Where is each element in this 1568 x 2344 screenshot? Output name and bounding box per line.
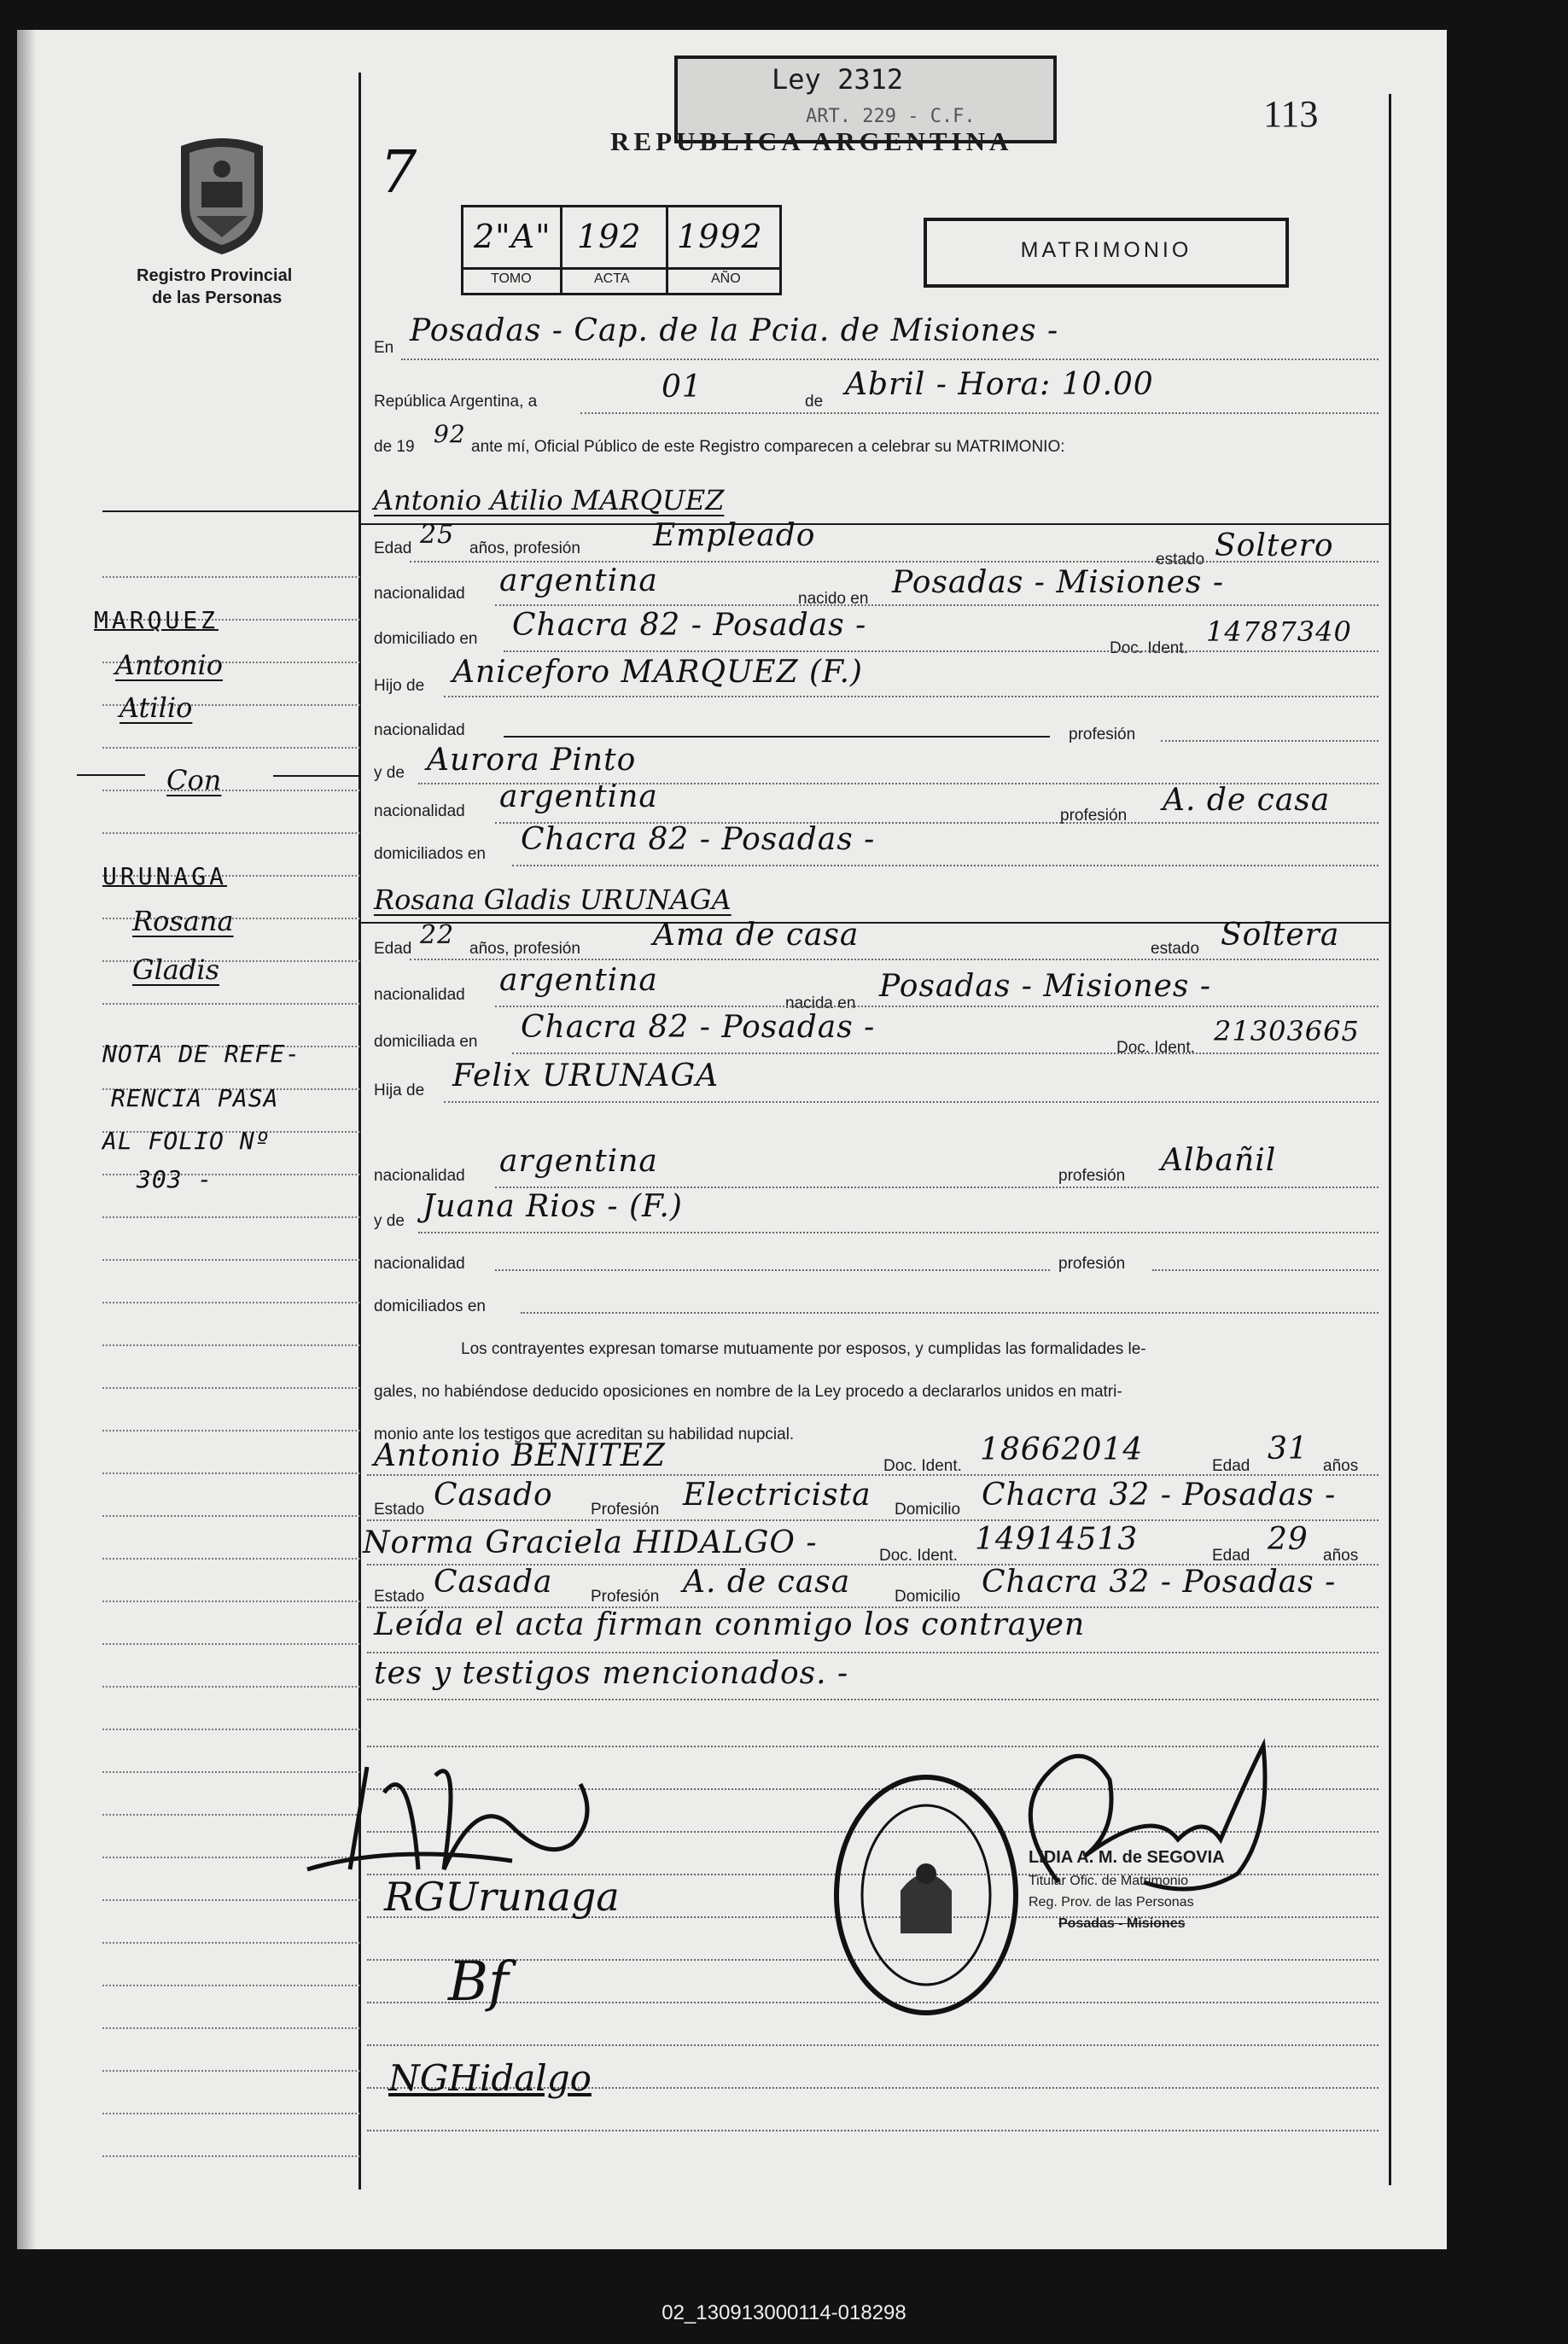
place-value: Posadas - Cap. de la Pcia. de Misiones - <box>410 313 1059 348</box>
label-profesion: profesión <box>1060 807 1128 825</box>
groom-age: 25 <box>420 520 455 550</box>
year-suffix-value: 92 <box>434 420 466 448</box>
label-nacionalidad: nacionalidad <box>374 1255 465 1273</box>
label-republica: República Argentina, a <box>374 393 538 411</box>
groom-address: Chacra 82 - Posadas - <box>512 608 867 643</box>
preamble-text: ante mí, Oficial Público de este Registro comparecen a celebrar su MATRIMONIO: <box>471 438 1065 456</box>
stamp-law-text: Ley 2312 <box>772 63 904 96</box>
right-border <box>1389 94 1391 2185</box>
label-domicilio: Domicilio <box>895 1501 961 1519</box>
acta-value: 192 <box>577 218 642 255</box>
margin-middlename-groom: Atilio <box>119 691 193 724</box>
bride-birthplace: Posadas - Misiones - <box>879 969 1212 1004</box>
tomo-value: 2"A" <box>474 218 551 255</box>
label-de: de <box>805 393 824 411</box>
groom-nationality: argentina <box>499 563 658 598</box>
label-nacida-en: nacida en <box>785 994 856 1012</box>
registry-name-line2: de las Personas <box>152 289 283 307</box>
margin-note-line4: 303 - <box>137 1165 213 1193</box>
label-edad: Edad <box>374 940 412 958</box>
label-en: En <box>374 339 394 357</box>
label-domiciliado: domiciliado en <box>374 630 478 648</box>
label-profesion: profesión <box>1069 726 1136 743</box>
margin-firstname-groom: Antonio <box>115 649 223 681</box>
label-nacionalidad: nacionalidad <box>374 802 465 820</box>
image-id-caption: 02_130913000114-018298 <box>662 2301 906 2324</box>
margin-note-line3: AL FOLIO Nº <box>102 1127 271 1155</box>
label-domiciliada: domiciliada en <box>374 1033 478 1051</box>
label-doc: Doc. Ident. <box>1116 1039 1195 1057</box>
label-y-de: y de <box>374 1212 405 1230</box>
witness1-name: Antonio BENITEZ <box>374 1438 666 1473</box>
anio-label: AÑO <box>711 271 741 286</box>
label-anos: años <box>1323 1547 1359 1565</box>
day-value: 01 <box>662 370 702 405</box>
label-hijo-de: Hijo de <box>374 677 425 695</box>
margin-surname-bride: URUNAGA <box>102 862 228 890</box>
country-title: REPUBLICA ARGENTINA <box>610 126 1013 156</box>
groom-name: Antonio Atilio MARQUEZ <box>374 484 725 516</box>
month-time-value: Abril - Hora: 10.00 <box>845 367 1154 402</box>
bride-mother: Juana Rios - (F.) <box>423 1189 683 1224</box>
label-edad: Edad <box>1212 1457 1250 1475</box>
margin-firstname-bride: Rosana <box>132 905 234 937</box>
label-y-de: y de <box>374 764 405 782</box>
anio-value: 1992 <box>677 218 763 255</box>
witness1-address: Chacra 32 - Posadas - <box>982 1478 1337 1513</box>
label-profesion: Profesión <box>591 1588 660 1606</box>
label-nacido-en: nacido en <box>798 590 869 608</box>
label-anos-profesion: años, profesión <box>469 940 580 958</box>
closing-line1: Leída el acta firman conmigo los contrayen <box>374 1607 1086 1642</box>
legal-paragraph-line1: Los contrayentes expresan tomarse mutuamente por esposos, y cumplidas las formalidades le- <box>461 1340 1146 1358</box>
label-nacionalidad: nacionalidad <box>374 986 465 1004</box>
groom-mother: Aurora Pinto <box>427 743 637 778</box>
label-doc: Doc. Ident. <box>879 1547 958 1565</box>
doc-type-box <box>924 218 1289 288</box>
label-estado: Estado <box>374 1588 425 1606</box>
witness2-doc: 14914513 <box>975 1522 1139 1557</box>
legal-paragraph-line2: gales, no habiéndose deducido oposiciones en nombre de la Ley procedo a declararlos unidos en matri- <box>374 1383 1122 1401</box>
witness1-profession: Electricista <box>683 1478 871 1513</box>
groom-birthplace: Posadas - Misiones - <box>892 565 1225 600</box>
label-edad: Edad <box>1212 1547 1250 1565</box>
label-estado: Estado <box>374 1501 425 1519</box>
margin-note-line1: NOTA DE REFE- <box>102 1040 301 1068</box>
label-profesion: profesión <box>1058 1167 1126 1185</box>
label-doc: Doc. Ident. <box>1110 639 1188 657</box>
label-profesion: profesión <box>1058 1255 1126 1273</box>
label-anos-profesion: años, profesión <box>469 539 580 557</box>
bride-name: Rosana Gladis URUNAGA <box>374 883 732 916</box>
label-hija-de: Hija de <box>374 1082 425 1099</box>
acta-label: ACTA <box>594 271 630 286</box>
label-domiciliados: domiciliados en <box>374 1297 486 1315</box>
record-box <box>461 205 782 295</box>
margin-mark: 7 <box>380 139 418 207</box>
groom-status: Soltero <box>1215 528 1334 563</box>
label-de-19: de 19 <box>374 438 415 456</box>
witness2-status: Casada <box>434 1565 553 1600</box>
witness2-name: Norma Graciela HIDALGO - <box>363 1525 818 1560</box>
official-location: Posadas - Misiones <box>1058 1916 1186 1931</box>
label-domiciliados: domiciliados en <box>374 845 486 863</box>
bride-status: Soltera <box>1221 918 1340 953</box>
label-domicilio: Domicilio <box>895 1588 961 1606</box>
certificate-page <box>17 30 1447 2249</box>
bride-nationality: argentina <box>499 963 658 998</box>
groom-mother-nationality: argentina <box>499 779 658 814</box>
bride-father-profession: Albañil <box>1161 1143 1277 1178</box>
bride-address: Chacra 82 - Posadas - <box>521 1010 876 1045</box>
bride-profession: Ama de casa <box>653 918 860 953</box>
margin-note-line2: RENCIA PASA <box>111 1084 279 1112</box>
witness1-signature: Bf <box>448 1950 509 2014</box>
registry-name-line1: Registro Provincial <box>137 266 293 285</box>
witness1-age: 31 <box>1268 1431 1309 1466</box>
legal-paragraph-line3: monio ante los testigos que acreditan su habilidad nupcial. <box>374 1426 795 1443</box>
doc-type-title: MATRIMONIO <box>1020 238 1192 262</box>
tomo-label: TOMO <box>491 271 532 286</box>
witness2-age: 29 <box>1268 1522 1309 1557</box>
provincial-emblem-icon <box>171 131 273 259</box>
official-title: Titular Ofic. de Matrimonio <box>1029 1874 1189 1888</box>
groom-father: Aniceforo MARQUEZ (F.) <box>452 655 863 690</box>
margin-con: Con <box>166 764 222 796</box>
bride-signature: RGUrunaga <box>384 1874 620 1920</box>
label-nacionalidad: nacionalidad <box>374 721 465 739</box>
stamp-article-text: ART. 229 - C.F. <box>806 106 976 127</box>
groom-signature <box>290 1741 649 1895</box>
witness2-address: Chacra 32 - Posadas - <box>982 1565 1337 1600</box>
groom-mother-profession: A. de casa <box>1163 783 1331 818</box>
label-estado: estado <box>1151 940 1200 958</box>
label-edad: Edad <box>374 539 412 557</box>
closing-line2: tes y testigos mencionados. - <box>374 1656 849 1691</box>
margin-surname-groom: MARQUEZ <box>94 606 219 634</box>
bride-father: Felix URUNAGA <box>452 1058 720 1093</box>
bride-doc: 21303665 <box>1214 1015 1360 1047</box>
bride-father-nationality: argentina <box>499 1144 658 1179</box>
witness1-status: Casado <box>434 1478 553 1513</box>
groom-doc: 14787340 <box>1206 615 1352 648</box>
witness2-signature: NGHidalgo <box>388 2057 592 2099</box>
folio-number: 113 <box>1263 93 1319 135</box>
groom-parents-address: Chacra 82 - Posadas - <box>521 822 876 857</box>
margin-middlename-bride: Gladis <box>132 953 220 986</box>
label-nacionalidad: nacionalidad <box>374 1167 465 1185</box>
witness2-profession: A. de casa <box>683 1565 851 1600</box>
label-nacionalidad: nacionalidad <box>374 585 465 603</box>
label-anos: años <box>1323 1457 1359 1475</box>
label-estado: estado <box>1156 551 1205 569</box>
label-doc: Doc. Ident. <box>883 1457 962 1475</box>
label-profesion: Profesión <box>591 1501 660 1519</box>
witness1-doc: 18662014 <box>980 1432 1144 1467</box>
official-name: LIDIA A. M. de SEGOVIA <box>1029 1848 1225 1867</box>
groom-profession: Empleado <box>653 518 816 553</box>
bride-age: 22 <box>420 920 455 950</box>
official-office: Reg. Prov. de las Personas <box>1029 1895 1194 1910</box>
